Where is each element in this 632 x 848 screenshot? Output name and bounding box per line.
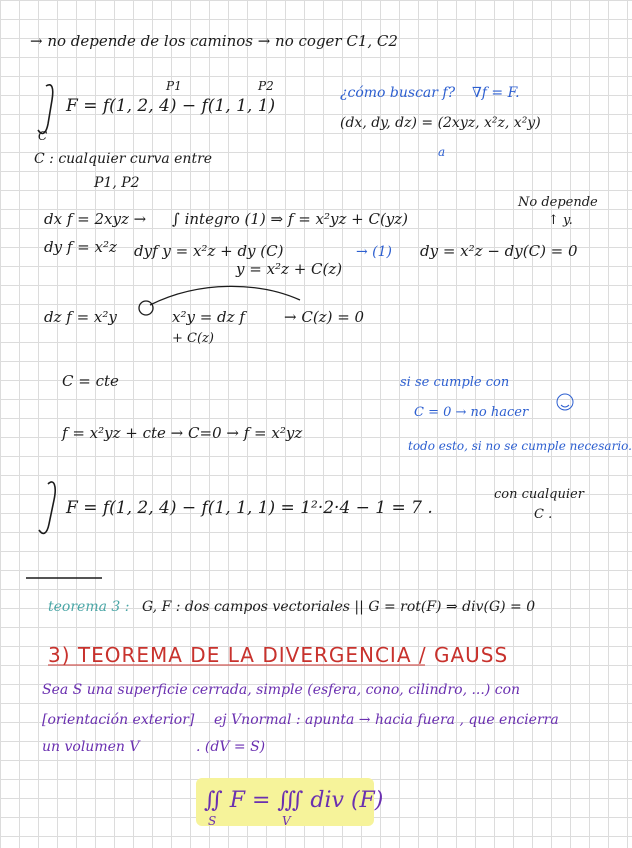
con-cualquier: con cualquier <box>494 487 584 502</box>
intro-note: → no depende de los caminos → no coger C1, C2 <box>30 32 398 50</box>
si-se-cumple: si se cumple con <box>400 375 510 390</box>
partials-equation: (dx, dy, dz) = (2xyz, x²z, x²y) <box>340 115 541 131</box>
teorema3-label: teorema 3 : <box>48 599 130 615</box>
plus-cz: + C(z) <box>172 331 214 346</box>
integro-step: ∫ integro (1) ⇒ f = x²yz + C(yz) <box>172 210 409 228</box>
teorema3-body: G, F : dos campos vectoriales || G = rot(F) ⇒ div(G) = 0 <box>142 599 536 615</box>
mark-a: a <box>438 145 446 159</box>
sea-s-line: Sea S una superficie cerrada, simple (esfera, cono, cilindro, ...) con <box>42 682 521 698</box>
gradient-equation: ∇f = F. <box>472 85 520 101</box>
no-depende-note: No depende <box>518 195 598 210</box>
integral-sign-1 <box>38 85 53 134</box>
c-curve-note: C : cualquier curva entre <box>34 151 213 167</box>
section-title: 3) TEOREMA DE LA DIVERGENCIA / GAUSS <box>48 643 509 667</box>
todo-esto: todo esto, si no se cumple necesario. <box>408 439 632 453</box>
c-cte: C = cte <box>62 372 119 390</box>
p2-label: P2 <box>258 79 274 93</box>
gauss-v: V <box>282 814 291 828</box>
integral-sign-2 <box>39 482 55 533</box>
p1-label: P1 <box>166 79 182 93</box>
volumen-line: un volumen V <box>42 739 140 755</box>
dyf-y-eq: dyf y = x²z + dy (C) <box>134 242 284 260</box>
bubble-icon <box>139 301 153 315</box>
vnormal-line: ej Vnormal : apunta → hacia fuera , que encierra <box>214 712 559 728</box>
how-to-find-f: ¿cómo buscar f? <box>340 85 456 101</box>
gauss-s: S <box>208 814 217 828</box>
de-y-note: ↑ y. <box>548 213 573 228</box>
c0-no-hacer: C = 0 → no hacer <box>414 405 529 420</box>
dy-result: dy = x²z − dy(C) = 0 <box>420 242 578 260</box>
integral-equation: F = f(1, 2, 4) − f(1, 1, 1) <box>66 96 276 116</box>
y-cz: y = x²z + C(z) <box>236 260 343 278</box>
dx-f: dx f = 2xyz → <box>44 210 147 228</box>
big-integral: F = f(1, 2, 4) − f(1, 1, 1) = 1²·2·4 − 1 = 7 . <box>66 498 433 518</box>
gauss-formula: ∬ F = ∭ div (F) <box>204 788 384 813</box>
p1-p2: P1, P2 <box>94 175 140 191</box>
integral-subscript-c: C <box>38 129 48 143</box>
c-period: C . <box>534 507 553 522</box>
dy-f: dy f = x²z <box>44 238 117 256</box>
bubble-eq: x²y = dz f <box>172 308 245 326</box>
orientacion: [orientación exterior] <box>42 712 195 728</box>
arrow-to-1: → (1) <box>356 244 393 260</box>
dv-note: . (dV = S) <box>196 739 266 755</box>
f-line: f = x²yz + cte → C=0 → f = x²yz <box>62 424 303 442</box>
dz-f: dz f = x²y <box>44 308 117 326</box>
curved-arrow <box>150 286 300 305</box>
smiley-icon <box>557 394 573 410</box>
cz-zero: → C(z) = 0 <box>284 308 365 326</box>
